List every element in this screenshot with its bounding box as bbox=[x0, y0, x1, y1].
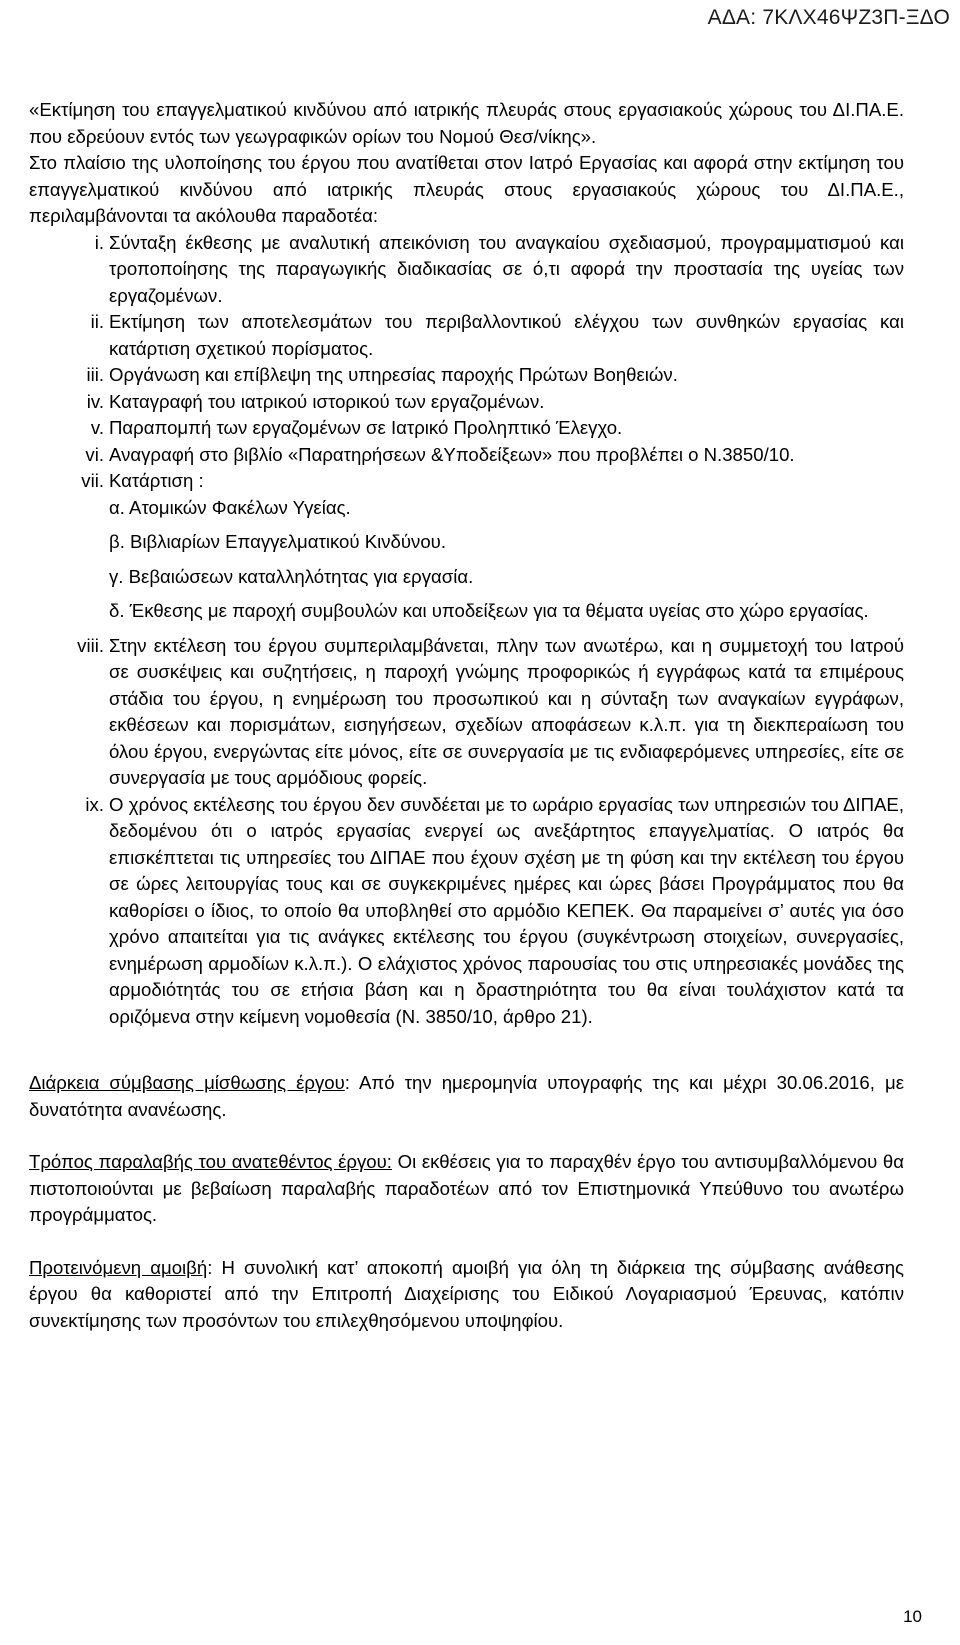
list-item-text: Παραπομπή των εργαζομένων σε Ιατρικό Προληπτικό Έλεγχο. bbox=[109, 417, 623, 438]
list-item-text: Στην εκτέλεση του έργου συμπεριλαμβάνεται, πλην των ανωτέρω, και η συμμετοχή του Ιατρού σε συσκέψεις και συζητήσεις, η παροχή γνώμης προφορικώς ή εγγράφως κατά τα επιμέρους στάδια του έργου, η ενημέρωση του προσωπικού και η σύνταξη των αναγκαίων εγγράφων, εκθέσεων και πορισμάτων, εισηγήσεων, σχεδίων αποφάσεων κ.λ.π. για τη διεκπεραίωση του όλου έργου, ενεργώντας είτε μόνος, είτε σε συνεργασία με τις ενδιαφερόμενες υπηρεσίες, είτε σε συνεργασία με τους αρμόδιους φορείς. bbox=[109, 634, 904, 788]
list-item-number: vi. bbox=[85, 443, 104, 465]
sub-list-item: γ. Βεβαιώσεων καταλληλότητας για εργασία. bbox=[109, 565, 474, 587]
deliverables-list bbox=[29, 230, 904, 1031]
list-item-number: iv. bbox=[86, 390, 104, 412]
document-ada-code: ΑΔΑ: 7ΚΛΧ46ΨΖ3Π-ΞΔΟ bbox=[707, 6, 950, 29]
list-item-text: Οργάνωση και επίβλεψη της υπηρεσίας παροχής Πρώτων Βοηθειών. bbox=[109, 364, 678, 385]
list-item-number: iii. bbox=[86, 364, 104, 385]
list-item-number: i. bbox=[94, 231, 104, 253]
list-item-text: Καταγραφή του ιατρικού ιστορικού των εργαζομένων. bbox=[109, 390, 545, 412]
proposed-fee-text: : Η συνολική κατ’ αποκοπή αμοιβή για όλη τη διάρκεια της σύμβασης ανάθεσης έργου θα καθοριστεί από την Επιτροπή Διαχείρισης του Ειδικού Λογαριασμού Έρευνας, κατόπιν συνεκτίμησης των προσόντων του επιλεχθησόμενου υποψηφίου. bbox=[29, 1256, 904, 1331]
list-item-text: Αναγραφή στο βιβλίο «Παρατηρήσεων &Υποδείξεων» που προβλέπει ο Ν.3850/10. bbox=[109, 443, 795, 465]
list-item-text: Εκτίμηση των αποτελεσμάτων του περιβαλλοντικού ελέγχου των συνθηκών εργασίας και κατάρτιση σχετικού πορίσματος. bbox=[109, 311, 904, 359]
training-sublist bbox=[109, 495, 904, 625]
sub-list-item: δ. Έκθεσης με παροχή συμβουλών και υποδείξεων για τα θέματα υγείας στο χώρο εργασίας. bbox=[109, 600, 869, 621]
contract-duration-section bbox=[29, 1070, 904, 1123]
list-item-number: vii. bbox=[81, 470, 104, 491]
list-item-text: Ο χρόνος εκτέλεσης του έργου δεν συνδέεται με το ωράριο εργασίας των υπηρεσιών του ΔΙΠΑΕ, δεδομένου ότι ο ιατρός εργασίας ενεργεί ως ανεξάρτητος επαγγελματίας. Ο ιατρός θα επισκέπτεται τις υπηρεσίες του ΔΙΠΑΕ που έχουν σχέση με τη φύση και την εκτέλεση του έργου σε ώρες λειτουργίας τους και σε συγκεκριμένες ημέρες και ώρες βάσει Προγράμματος που θα καθορίσει ο ίδιος, το οποίο θα υποβληθεί στο αρμόδιο ΚΕΠΕΚ. Θα παραμείνει σ’ αυτές για όσο χρόνο απαιτείται για τις ανάγκες εκτέλεσης του έργου (συγκέντρωση στοιχείων, συνεργασίες, ενημέρωση αρμοδίων κ.λ.π.). Ο ελάχιστος χρόνος παρουσίας του στις υπηρεσιακές μονάδες της αρμοδιότητάς του σε ετήσια βάση και η δραστηριότητα του θα είναι τουλάχιστον κατά τα οριζόμενα στην κείμενη νομοθεσία (Ν. 3850/10, άρθρο 21). bbox=[109, 793, 904, 1027]
contract-duration-text: : Από την ημερομηνία υπογραφής της και μέχρι 30.06.2016, με δυνατότητα ανανέωσης. bbox=[29, 1072, 904, 1120]
delivery-method-label: Τρόπος παραλαβής του ανατεθέντος έργου: bbox=[29, 1151, 392, 1172]
list-item bbox=[29, 362, 904, 389]
list-item bbox=[29, 230, 904, 310]
page-number: 10 bbox=[903, 1607, 922, 1626]
delivery-method-text: Οι εκθέσεις για το παραχθέν έργο του αντισυμβαλλόμενου θα πιστοποιούνται με βεβαίωση παραλαβής παραδοτέων από τον Επιστημονικά Υπεύθυνο του ανωτέρω προγράμματος. bbox=[29, 1151, 904, 1225]
list-item bbox=[29, 633, 904, 792]
list-item bbox=[29, 309, 904, 362]
list-item bbox=[29, 389, 904, 416]
proposed-fee-label: Προτεινόμενη αμοιβή bbox=[29, 1256, 208, 1278]
list-item bbox=[29, 792, 904, 1031]
list-item-number: viii. bbox=[77, 634, 104, 656]
proposed-fee-section bbox=[29, 1255, 904, 1335]
list-item-number: ix. bbox=[85, 793, 104, 815]
sub-list-item: β. Βιβλιαρίων Επαγγελματικού Κινδύνου. bbox=[109, 531, 447, 552]
project-context-paragraph: Στο πλαίσιο της υλοποίησης του έργου που ανατίθεται στον Ιατρό Εργασίας και αφορά στην εκτίμηση του επαγγελματικού κινδύνου από ιατρικής πλευράς στους εργασιακούς χώρους του ΔΙ.ΠΑ.Ε., περιλαμβάνονται τα ακόλουθα παραδοτέα: bbox=[29, 152, 904, 226]
list-item bbox=[29, 468, 904, 633]
sub-list-item: α. Ατομικών Φακέλων Υγείας. bbox=[109, 496, 351, 518]
list-item bbox=[29, 415, 904, 442]
contract-duration-label: Διάρκεια σύμβασης μίσθωσης έργου bbox=[29, 1072, 345, 1093]
project-title-quote: «Εκτίμηση του επαγγελματικού κινδύνου από ιατρικής πλευράς στους εργασιακούς χώρους του ΔΙ.ΠΑ.Ε. που εδρεύουν εντός των γεωγραφικών ορίων του Νομού Θεσ/νίκης». bbox=[29, 99, 904, 147]
list-item-number: ii. bbox=[90, 311, 104, 332]
delivery-method-section bbox=[29, 1149, 904, 1229]
training-heading: Κατάρτιση : bbox=[109, 470, 204, 491]
list-item-text bbox=[109, 468, 904, 633]
list-item-text: Σύνταξη έκθεσης με αναλυτική απεικόνιση του αναγκαίου σχεδιασμού, προγραμματισμού και τροποποίησης της παραγωγικής διαδικασίας σε ό,τι αφορά την προστασία της υγείας των εργαζομένων. bbox=[109, 231, 904, 306]
list-item bbox=[29, 442, 904, 469]
list-item-number: v. bbox=[90, 417, 104, 438]
document-body bbox=[29, 97, 904, 1334]
